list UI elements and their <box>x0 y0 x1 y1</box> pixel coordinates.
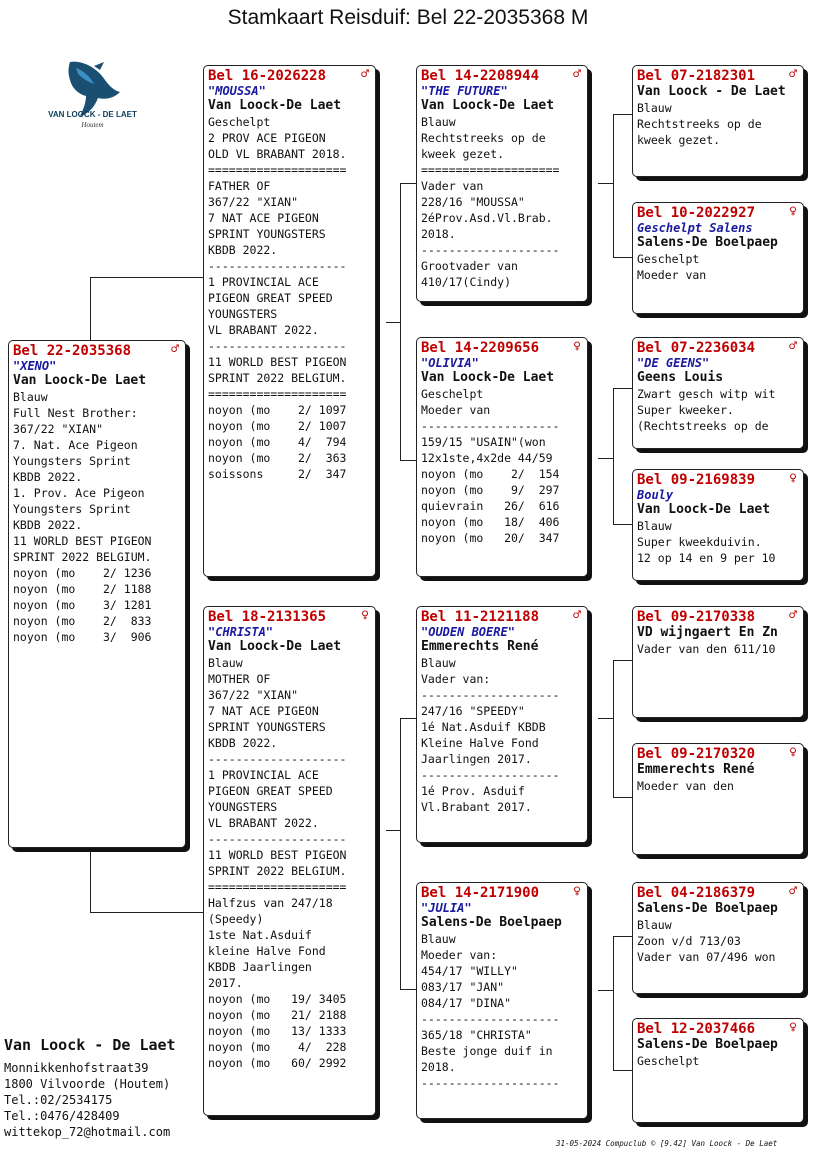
info-line: noyon (mo 2/ 1188 <box>13 582 152 596</box>
info-line: Moeder van <box>637 268 707 282</box>
info-line: -------------------- <box>208 339 347 353</box>
footer-city: 1800 Vilvoorde (Houtem) <box>4 1077 171 1091</box>
pigeon-nickname: "OUDEN BOERE" <box>421 625 515 639</box>
pigeon-owner: Van Loock-De Laet <box>13 373 147 388</box>
wire <box>598 183 614 184</box>
info-line: Youngsters Sprint <box>13 502 131 516</box>
info-line: KBDB 2022. <box>208 243 278 257</box>
wire <box>400 989 417 990</box>
ring-number: Bel 04-2186379 <box>637 885 756 901</box>
pigeon-card-mother[interactable] <box>203 606 376 1116</box>
info-line: noyon (mo 2/ 1097 <box>208 403 347 417</box>
info-line: Jaarlingen 2017. <box>421 752 532 766</box>
pigeon-card-ff[interactable] <box>416 65 588 302</box>
logo-name: VAN LOOCK - DE LAET <box>48 110 137 119</box>
pigeon-owner: Salens-De Boelpaep <box>421 915 562 930</box>
info-line: -------------------- <box>421 419 560 433</box>
info-line: noyon (mo 3/ 1281 <box>13 598 152 612</box>
pigeon-owner: Salens-De Boelpaep <box>637 901 778 916</box>
wire <box>90 277 91 340</box>
pigeon-nickname: Bouly <box>637 488 674 502</box>
page-title: Stamkaart Reisduif: Bel 22-2035368 M <box>227 6 589 29</box>
footer-phone: Tel.:02/2534175 <box>4 1093 113 1107</box>
male-icon: ♂ <box>573 67 581 82</box>
wire <box>613 114 633 115</box>
info-line: Zoon v/d 713/03 <box>637 934 741 948</box>
info-line: Geschelpt <box>637 1054 700 1068</box>
info-line: 12x1ste,4x2de 44/59 <box>421 451 553 465</box>
male-icon: ♂ <box>171 342 179 357</box>
pigeon-card-mff[interactable] <box>632 606 804 718</box>
info-line: Super kweeker. <box>637 403 734 417</box>
info-line: Blauw <box>421 115 456 129</box>
wire <box>598 458 614 459</box>
info-line: Geschelpt <box>421 387 484 401</box>
info-line: 12 op 14 en 9 per 10 <box>637 551 776 565</box>
info-line: KBDB 2022. <box>13 518 83 532</box>
pigeon-card-fmf[interactable] <box>632 337 804 449</box>
male-icon: ♂ <box>789 608 797 623</box>
wire <box>613 660 633 661</box>
info-line: MOTHER OF <box>208 672 271 686</box>
ring-number: Bel 12-2037466 <box>637 1021 756 1037</box>
wire <box>386 322 401 323</box>
pigeon-card-fm[interactable] <box>416 337 588 577</box>
info-line: 247/16 "SPEEDY" <box>421 704 525 718</box>
info-line: noyon (mo 20/ 347 <box>421 531 560 545</box>
info-line: 7 NAT ACE PIGEON <box>208 704 319 718</box>
info-line: 367/22 "XIAN" <box>208 195 299 209</box>
info-line: 228/16 "MOUSSA" <box>421 195 525 209</box>
info-line: noyon (mo 13/ 1333 <box>208 1024 347 1038</box>
pigeon-nickname: "CHRISTA" <box>208 625 274 639</box>
ring-number: Bel 14-2208944 <box>421 68 540 84</box>
male-icon: ♂ <box>361 67 369 82</box>
info-line: Full Nest Brother: <box>13 406 138 420</box>
male-icon: ♂ <box>573 608 581 623</box>
ring-number: Bel 09-2169839 <box>637 472 756 488</box>
info-line: YOUNGSTERS <box>208 800 278 814</box>
footer-owner: Van Loock - De Laet <box>4 1036 176 1054</box>
pigeon-owner: Geens Louis <box>637 370 724 385</box>
info-line: 1 PROVINCIAL ACE <box>208 275 319 289</box>
info-line: Blauw <box>637 519 672 533</box>
info-line: Zwart gesch witp wit <box>637 387 776 401</box>
info-line: 084/17 "DINA" <box>421 996 512 1010</box>
wire <box>613 388 633 389</box>
info-line: 7. Nat. Ace Pigeon <box>13 438 138 452</box>
ring-number: Bel 10-2022927 <box>637 205 756 221</box>
pigeon-owner: Emmerechts René <box>421 639 539 654</box>
info-line: Vader van <box>421 179 484 193</box>
pigeon-nickname: "THE FUTURE" <box>421 84 508 98</box>
wire <box>613 114 614 257</box>
info-line: KBDB 2022. <box>13 470 83 484</box>
info-line: Geschelpt <box>208 115 271 129</box>
wire <box>613 936 633 937</box>
info-line: 2018. <box>421 1060 456 1074</box>
pigeon-owner: Salens-De Boelpaep <box>637 235 778 250</box>
info-line: 1é Nat.Asduif KBDB <box>421 720 546 734</box>
info-line: noyon (mo 21/ 2188 <box>208 1008 347 1022</box>
pigeon-logo-icon <box>36 58 154 130</box>
info-line: 367/22 "XIAN" <box>13 422 104 436</box>
info-line: Vader van den 611/10 <box>637 642 776 656</box>
wire <box>598 990 614 991</box>
info-line: -------------------- <box>208 259 347 273</box>
info-line: Grootvader van <box>421 259 518 273</box>
info-line: 1ste Nat.Asduif <box>208 928 312 942</box>
pigeon-card-fmm[interactable] <box>632 469 804 581</box>
info-line: 365/18 "CHRISTA" <box>421 1028 532 1042</box>
info-line: SPRINT 2022 BELGIUM. <box>13 550 152 564</box>
info-line: kweek gezet. <box>421 147 505 161</box>
wire <box>613 257 633 258</box>
info-line: -------------------- <box>421 768 560 782</box>
info-line: Rechtstreeks op de <box>637 117 762 131</box>
info-line: 11 WORLD BEST PIGEON <box>208 848 347 862</box>
pigeon-nickname: "XENO" <box>13 359 57 373</box>
female-icon: ♀ <box>789 1020 797 1035</box>
info-line: noyon (mo 2/ 1236 <box>13 566 152 580</box>
pigeon-owner: Van Loock-De Laet <box>208 98 342 113</box>
info-line: KBDB Jaarlingen <box>208 960 312 974</box>
info-line: ==================== <box>208 880 347 894</box>
info-line: noyon (mo 60/ 2992 <box>208 1056 347 1070</box>
info-line: FATHER OF <box>208 179 271 193</box>
wire <box>400 718 417 719</box>
female-icon: ♀ <box>573 339 581 354</box>
wire <box>613 660 614 797</box>
ring-number: Bel 07-2182301 <box>637 68 756 84</box>
info-line: Moeder van: <box>421 948 498 962</box>
wire <box>90 848 91 912</box>
info-line: Kleine Halve Fond <box>421 736 539 750</box>
info-line: Youngsters Sprint <box>13 454 131 468</box>
info-line: -------------------- <box>421 1012 560 1026</box>
info-line: 454/17 "WILLY" <box>421 964 518 978</box>
info-line: SPRINT YOUNGSTERS <box>208 227 326 241</box>
wire <box>400 718 401 989</box>
info-line: noyon (mo 19/ 3405 <box>208 992 347 1006</box>
ring-number: Bel 09-2170338 <box>637 609 756 625</box>
pigeon-owner: VD wijngaert En Zn <box>637 625 778 640</box>
info-line: Blauw <box>421 656 456 670</box>
info-line: Blauw <box>421 932 456 946</box>
info-line: 083/17 "JAN" <box>421 980 505 994</box>
pigeon-nickname: "DE GEENS" <box>637 356 710 370</box>
pigeon-card-mmm[interactable] <box>632 1018 804 1123</box>
pigeon-owner: Emmerechts René <box>637 762 755 777</box>
wire <box>90 912 204 913</box>
info-line: ==================== <box>208 163 347 177</box>
footer-email[interactable]: wittekop_72@hotmail.com <box>4 1125 171 1139</box>
info-line: noyon (mo 2/ 833 <box>13 614 152 628</box>
info-line: 1. Prov. Ace Pigeon <box>13 486 145 500</box>
pigeon-nickname: Geschelpt Salens <box>637 221 753 235</box>
female-icon: ♀ <box>573 884 581 899</box>
pigeon-card-ffm[interactable] <box>632 202 804 314</box>
info-line: -------------------- <box>421 1076 560 1090</box>
info-line: noyon (mo 4/ 794 <box>208 435 347 449</box>
footer-address: Monnikkenhofstraat39 <box>4 1061 149 1075</box>
info-line: quievrain 26/ 616 <box>421 499 560 513</box>
info-line: Moeder van <box>421 403 491 417</box>
info-line: soissons 2/ 347 <box>208 467 347 481</box>
wire <box>613 1070 633 1071</box>
info-line: noyon (mo 2/ 363 <box>208 451 347 465</box>
print-stamp: 31-05-2024 Compuclub © [9.42] Van Loock - De Laet <box>556 1139 778 1148</box>
pigeon-nickname: "OLIVIA" <box>421 356 479 370</box>
info-line: OLD VL BRABANT 2018. <box>208 147 347 161</box>
ring-number: Bel 14-2171900 <box>421 885 540 901</box>
male-icon: ♂ <box>789 884 797 899</box>
info-line: noyon (mo 3/ 906 <box>13 630 152 644</box>
wire <box>90 277 204 278</box>
wire <box>613 388 614 524</box>
ring-number: Bel 11-2121188 <box>421 609 540 625</box>
info-line: SPRINT YOUNGSTERS <box>208 720 326 734</box>
info-line: Vader van: <box>421 672 491 686</box>
wire <box>613 797 633 798</box>
info-line: ==================== <box>208 387 347 401</box>
info-line: 1 PROVINCIAL ACE <box>208 768 319 782</box>
footer-mobile: Tel.:0476/428409 <box>4 1109 120 1123</box>
pigeon-card-fff[interactable] <box>632 65 804 177</box>
info-line: YOUNGSTERS <box>208 307 278 321</box>
info-line: KBDB 2022. <box>208 736 278 750</box>
info-line: Moeder van den <box>637 779 734 793</box>
ring-number: Bel 18-2131365 <box>208 609 327 625</box>
info-line: SPRINT 2022 BELGIUM. <box>208 371 347 385</box>
wire <box>613 524 633 525</box>
info-line: Blauw <box>637 918 672 932</box>
info-line: 2éProv.Asd.Vl.Brab. <box>421 211 553 225</box>
info-line: SPRINT 2022 BELGIUM. <box>208 864 347 878</box>
wire <box>598 718 614 719</box>
info-line: noyon (mo 4/ 228 <box>208 1040 347 1054</box>
info-line: Blauw <box>208 656 243 670</box>
pigeon-owner: Van Loock-De Laet <box>208 639 342 654</box>
info-line: 11 WORLD BEST PIGEON <box>208 355 347 369</box>
info-line: PIGEON GREAT SPEED <box>208 784 333 798</box>
info-line: Blauw <box>637 101 672 115</box>
ring-number: Bel 07-2236034 <box>637 340 756 356</box>
info-line: ==================== <box>421 163 560 177</box>
info-line: -------------------- <box>208 832 347 846</box>
pigeon-card-mmf[interactable] <box>632 882 804 994</box>
pigeon-card-mfm[interactable] <box>632 743 804 855</box>
info-line: Super kweekduivin. <box>637 535 762 549</box>
pigeon-card-mf[interactable] <box>416 606 588 843</box>
info-line: 367/22 "XIAN" <box>208 688 299 702</box>
info-line: 2018. <box>421 227 456 241</box>
info-line: noyon (mo 18/ 406 <box>421 515 560 529</box>
ring-number: Bel 16-2026228 <box>208 68 327 84</box>
info-line: kleine Halve Fond <box>208 944 326 958</box>
info-line: kweek gezet. <box>637 133 721 147</box>
info-line: Rechtstreeks op de <box>421 131 546 145</box>
pigeon-card-mm[interactable] <box>416 882 588 1119</box>
info-line: 410/17(Cindy) <box>421 275 512 289</box>
info-line: -------------------- <box>208 752 347 766</box>
female-icon: ♀ <box>789 745 797 760</box>
logo-subtitle: Houtem <box>81 121 104 129</box>
info-line: 2 PROV ACE PIGEON <box>208 131 326 145</box>
info-line: -------------------- <box>421 688 560 702</box>
info-line: VL BRABANT 2022. <box>208 323 319 337</box>
info-line: (Rechtstreeks op de <box>637 419 769 433</box>
pigeon-owner: Van Loock-De Laet <box>421 370 555 385</box>
info-line: 7 NAT ACE PIGEON <box>208 211 319 225</box>
ring-number: Bel 22-2035368 <box>13 343 132 359</box>
info-line: 1é Prov. Asduif <box>421 784 525 798</box>
pigeon-nickname: "MOUSSA" <box>208 84 266 98</box>
female-icon: ♀ <box>789 471 797 486</box>
pigeon-owner: Van Loock - De Laet <box>637 84 786 99</box>
info-line: noyon (mo 9/ 297 <box>421 483 560 497</box>
info-line: (Speedy) <box>208 912 264 926</box>
wire <box>400 183 417 184</box>
info-line: 11 WORLD BEST PIGEON <box>13 534 152 548</box>
male-icon: ♂ <box>789 67 797 82</box>
pigeon-nickname: "JULIA" <box>421 901 472 915</box>
info-line: 159/15 "USAIN"(won <box>421 435 546 449</box>
info-line: -------------------- <box>421 243 560 257</box>
info-line: Beste jonge duif in <box>421 1044 553 1058</box>
info-line: Halfzus van 247/18 <box>208 896 333 910</box>
wire <box>386 830 401 831</box>
info-line: 2017. <box>208 976 243 990</box>
ring-number: Bel 09-2170320 <box>637 746 756 762</box>
pigeon-owner: Van Loock-De Laet <box>637 502 771 517</box>
pigeon-owner: Van Loock-De Laet <box>421 98 555 113</box>
info-line: Vader van 07/496 won <box>637 950 776 964</box>
info-line: PIGEON GREAT SPEED <box>208 291 333 305</box>
info-line: Blauw <box>13 390 48 404</box>
info-line: Geschelpt <box>637 252 700 266</box>
pigeon-card-father[interactable] <box>203 65 376 577</box>
pigeon-card-subject[interactable] <box>8 340 186 848</box>
info-line: Vl.Brabant 2017. <box>421 800 532 814</box>
info-line: VL BRABANT 2022. <box>208 816 319 830</box>
info-line: noyon (mo 2/ 154 <box>421 467 560 481</box>
pigeon-owner: Salens-De Boelpaep <box>637 1037 778 1052</box>
female-icon: ♀ <box>361 608 369 623</box>
male-icon: ♂ <box>789 339 797 354</box>
wire <box>400 460 417 461</box>
info-line: noyon (mo 2/ 1007 <box>208 419 347 433</box>
wire <box>613 936 614 1070</box>
ring-number: Bel 14-2209656 <box>421 340 540 356</box>
female-icon: ♀ <box>789 204 797 219</box>
